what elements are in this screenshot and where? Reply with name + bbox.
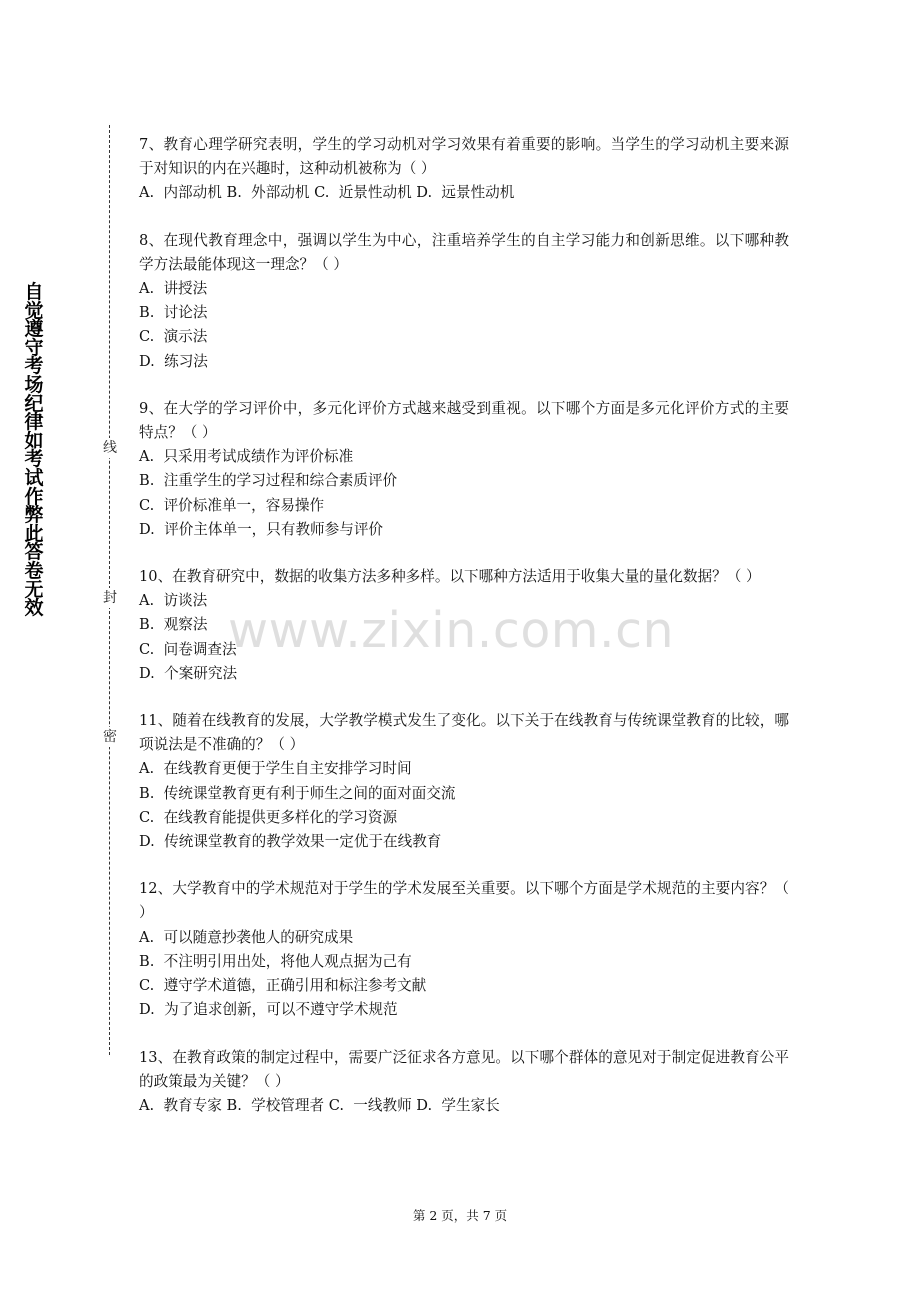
question-list: [139, 133, 789, 1141]
option-c: C. 问卷调查法: [139, 640, 237, 658]
option-c: C. 遵守学术道德，正确引用和标注参考文献: [139, 977, 427, 995]
question-10: [139, 565, 789, 686]
binding-mark-feng: 封: [103, 590, 117, 606]
option-d: D. 个案研究法: [139, 664, 238, 682]
option-d: D. 为了追求创新，可以不遵守学术规范: [139, 1001, 398, 1019]
question-9: [139, 397, 789, 542]
option-d: D. 评价主体单一，只有教师参与评价: [139, 520, 384, 538]
option-b: B. 注重学生的学习过程和综合素质评价: [139, 472, 398, 490]
question-stem: 12、大学教育中的学术规范对于学生的学术发展至关重要。以下哪个方面是学术规范的主要内容？（ ）: [139, 880, 789, 922]
option-b: B. 讨论法: [139, 304, 208, 322]
option-a: A. 只采用考试成绩作为评价标准: [139, 448, 354, 466]
option-b: B. 不注明引用出处，将他人观点据为己有: [139, 952, 412, 970]
option-row: A. 教育专家 B. 学校管理者 C. 一线教师 D. 学生家长: [139, 1096, 500, 1114]
option-c: C. 演示法: [139, 328, 208, 346]
page-number: 第 2 页，共 7 页: [412, 1208, 508, 1223]
question-11: [139, 709, 789, 854]
question-7: [139, 133, 789, 206]
question-stem: 11、随着在线教育的发展，大学教学模式发生了变化。以下关于在线教育与传统课堂教育的比较，哪项说法是不准确的？（ ）: [139, 712, 789, 754]
question-8: [139, 229, 789, 374]
binding-mark-xian: 线: [103, 440, 117, 456]
option-row: A. 内部动机 B. 外部动机 C. 近景性动机 D. 远景性动机: [139, 184, 515, 202]
option-b: B. 观察法: [139, 616, 208, 634]
site-watermark: www.zixin.com.cn: [228, 602, 675, 659]
option-c: C. 在线教育能提供更多样化的学习资源: [139, 808, 398, 826]
question-12: [139, 877, 789, 1022]
binding-mark-mi: 密: [103, 729, 117, 745]
question-13: [139, 1046, 789, 1119]
option-c: C. 评价标准单一，容易操作: [139, 496, 325, 514]
option-a: A. 可以随意抄袭他人的研究成果: [139, 928, 354, 946]
question-stem: 10、在教育研究中，数据的收集方法多种多样。以下哪种方法适用于收集大量的量化数据？（ ）: [139, 568, 761, 586]
option-b: B. 传统课堂教育更有利于师生之间的面对面交流: [139, 784, 456, 802]
option-d: D. 传统课堂教育的教学效果一定优于在线教育: [139, 833, 442, 851]
question-stem: 13、在教育政策的制定过程中，需要广泛征求各方意见。以下哪个群体的意见对于制定促进教育公平的政策最为关键？（ ）: [139, 1048, 789, 1090]
option-a: A. 访谈法: [139, 592, 208, 610]
question-stem: 9、在大学的学习评价中，多元化评价方式越来越受到重视。以下哪个方面是多元化评价方式的主要特点？（ ）: [139, 399, 789, 442]
option-a: A. 在线教育更便于学生自主安排学习时间: [139, 760, 412, 778]
option-a: A. 讲授法: [139, 280, 208, 298]
exam-discipline-notice: 自觉遵守考场纪律如考试作弊此答卷无效: [24, 281, 44, 620]
question-stem: 7、教育心理学研究表明，学生的学习动机对学习效果有着重要的影响。当学生的学习动机主要来源于对知识的内在兴趣时，这种动机被称为（ ）: [139, 136, 789, 178]
question-stem: 8、在现代教育理念中，强调以学生为中心，注重培养学生的自主学习能力和创新思维。以下哪种教学方法最能体现这一理念？（ ）: [139, 231, 789, 273]
option-d: D. 练习法: [139, 352, 208, 370]
